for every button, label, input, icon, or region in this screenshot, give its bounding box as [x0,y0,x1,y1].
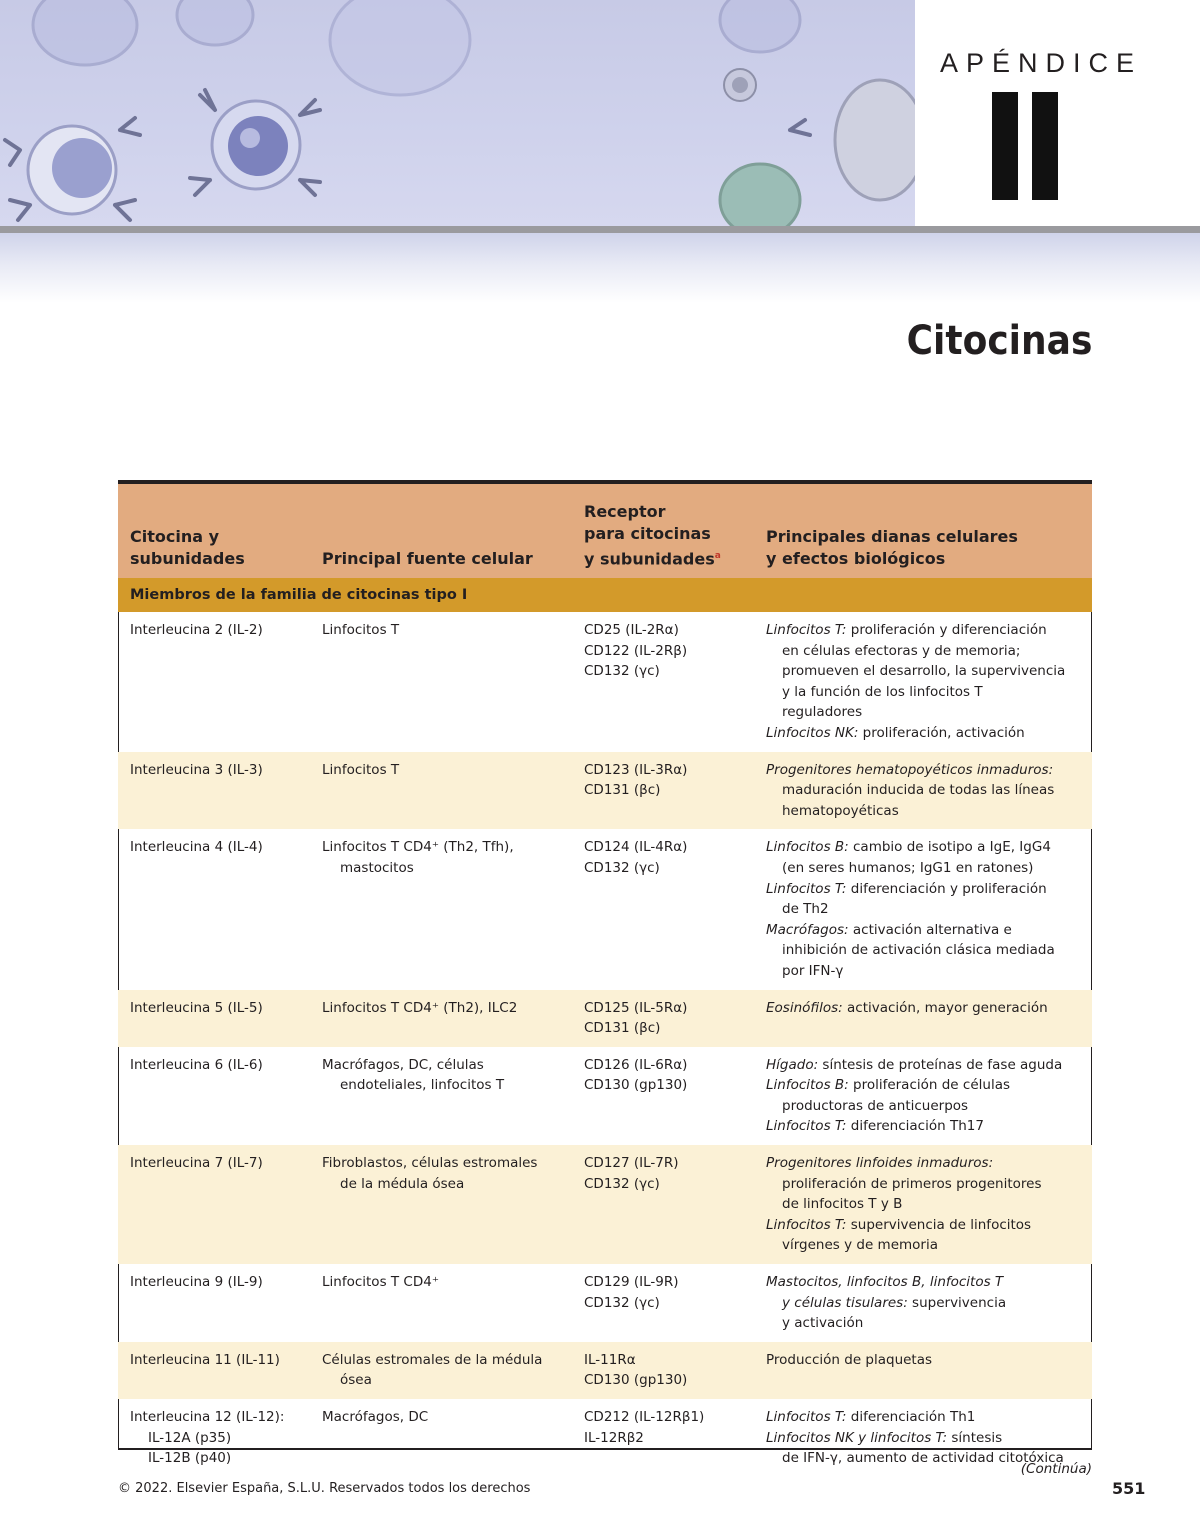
effect-continuation: hematopoyéticas [782,802,899,819]
cytokine-name: Interleucina 11 (IL-11) [130,1351,280,1368]
cell-receptor [574,1399,760,1477]
effect-target: Linfocitos NK: [766,724,859,741]
table-row [118,752,1092,830]
copyright: © 2022. Elsevier España, S.L.U. Reservados todos los derechos [118,1481,531,1496]
effect-target: Linfocitos T: [766,1216,847,1233]
cell-cytokine [118,612,310,752]
cell-cytokine [118,1399,310,1477]
cytokine-subunit: IL-12B (p40) [148,1450,232,1467]
effect-text: síntesis [947,1429,1003,1446]
receptor-line: CD123 (IL-3Rα) [584,761,688,778]
continues-note: (Continúa) [1020,1461,1092,1477]
cell-effects [760,1342,1092,1399]
cell-effects [760,752,1092,830]
effect-text: diferenciación Th1 [846,1409,976,1425]
cell-effects [760,990,1092,1047]
cell-source [310,829,574,989]
receptor-line: CD130 (gp130) [584,1372,688,1389]
effect-continuation: (en seres humanos; IgG1 en ratones) [782,859,1034,876]
effect-continuation: vírgenes y de memoria [782,1237,939,1254]
effect-text: activación alternativa e [848,921,1012,938]
source-line: Linfocitos T CD4⁺ (Th2, Tfh), [322,839,514,856]
effect-target: y células tisulares: [782,1294,908,1311]
effect-line [766,920,1088,941]
source-line: Células estromales de la médula [322,1351,543,1368]
receptor-line: CD131 (βc) [584,782,661,799]
table-row [118,1145,1092,1264]
effect-line [766,1272,1088,1293]
cytokine-name: Interleucina 5 (IL-5) [130,999,263,1016]
effect-line [766,879,1088,900]
footnote-marker: a [714,550,721,561]
appendix-label: APÉNDICE [940,48,1143,78]
source-line: Fibroblastos, células estromales [322,1155,538,1172]
section-row [118,578,1092,612]
source-line: de la médula ósea [340,1175,465,1192]
receptor-line: CD129 (IL-9R) [584,1274,679,1291]
effect-text: activación, mayor generación [842,999,1048,1016]
effect-continuation: productoras de anticuerpos [782,1097,969,1114]
cell-source [310,612,574,752]
table-row [118,612,1092,752]
roman-stroke [992,92,1018,200]
effect-target: Linfocitos T: [766,880,847,897]
effect-target: Eosinófilos: [766,999,843,1016]
effect-line [766,723,1088,744]
header-illustration [0,0,915,226]
effect-target: Linfocitos T: [766,1409,847,1425]
effect-line [766,837,1088,858]
cytokine-name: Interleucina 9 (IL-9) [130,1274,263,1291]
cell-source [310,990,574,1047]
source-line: Linfocitos T CD4⁺ [322,1274,439,1291]
effect-target: Mastocitos, linfocitos B, linfocitos T [766,1274,1004,1291]
section-label: Miembros de la familia de citocinas tipo I [118,578,1092,612]
effect-text: supervivencia [907,1294,1007,1311]
receptor-line: CD122 (IL-2Rβ) [584,642,688,659]
table-row [118,1047,1092,1145]
receptor-line: CD127 (IL-7R) [584,1155,679,1172]
effect-continuation: maduración inducida de todas las líneas [782,782,1055,799]
cell-source [310,752,574,830]
effect-continuation: proliferación de primeros progenitores [782,1175,1042,1192]
appendix-number [992,92,1062,202]
source-line: ósea [340,1372,372,1389]
effect-target: Macrófagos: [766,921,849,938]
cytokine-name: Interleucina 2 (IL-2) [130,622,263,638]
table-row [118,1399,1092,1477]
effect-continuation: inhibición de activación clásica mediada [782,942,1055,959]
cell-effects [760,1047,1092,1145]
effect-continuation: y la función de los linfocitos T [782,683,983,700]
effect-continuation [766,1293,1088,1314]
cell-cytokine [118,752,310,830]
receptor-line: CD132 (γc) [584,1294,660,1311]
table-bottom-rule [118,1448,1092,1450]
receptor-line: CD132 (γc) [584,1175,660,1192]
cell-receptor [574,990,760,1047]
effect-target: Linfocitos B: [766,839,849,856]
effect-text: cambio de isotipo a IgE, IgG4 [848,839,1051,856]
effect-continuation: de IFN-γ, aumento de actividad citotóxica [782,1450,1064,1467]
cell-source [310,1047,574,1145]
table-row [118,1264,1092,1342]
cell-receptor [574,1047,760,1145]
effect-target: Linfocitos NK y linfocitos T: [766,1429,948,1446]
effect-text: diferenciación y proliferación [846,880,1047,897]
page-number: 551 [1112,1479,1146,1498]
effect-line [766,1153,1088,1174]
effect-line [766,760,1088,781]
effect-line [766,998,1088,1019]
cell-source [310,1342,574,1399]
table-row [118,1342,1092,1399]
receptor-line: IL-12Rβ2 [584,1429,644,1446]
cell-cytokine [118,1047,310,1145]
cytokine-name: Interleucina 12 (IL-12): [130,1409,285,1425]
cell-cytokine [118,829,310,989]
effect-continuation: de Th2 [782,901,829,918]
receptor-line: CD212 (IL-12Rβ1) [584,1409,705,1425]
source-line: Macrófagos, DC, células [322,1056,484,1073]
receptor-line: CD124 (IL-4Rα) [584,839,688,856]
cell-receptor [574,829,760,989]
effect-continuation: promueven el desarrollo, la supervivencia [782,663,1066,680]
cell-receptor [574,1342,760,1399]
cell-effects [760,612,1092,752]
cytokine-name: Interleucina 6 (IL-6) [130,1056,263,1073]
effect-target: Progenitores hematopoyéticos inmaduros: [766,761,1054,778]
effect-line [766,1116,1088,1137]
table-row [118,990,1092,1047]
header-source: Principal fuente celular [310,482,574,578]
effect-text: síntesis de proteínas de fase aguda [818,1056,1063,1073]
effect-target: Linfocitos T: [766,622,847,638]
effect-continuation: en células efectoras y de memoria; [782,642,1021,659]
cell-source [310,1399,574,1477]
source-line: mastocitos [340,859,414,876]
source-line: Macrófagos, DC [322,1409,429,1425]
effect-line [766,620,1088,641]
source-line: Linfocitos T [322,761,400,778]
effect-target: Hígado: [766,1056,819,1073]
effect-line [766,1055,1088,1076]
cell-cytokine [118,1264,310,1342]
receptor-line: CD132 (γc) [584,859,660,876]
effect-line [766,1215,1088,1236]
cytokine-name: Interleucina 4 (IL-4) [130,839,263,856]
cell-receptor [574,612,760,752]
cell-source [310,1264,574,1342]
source-line: Linfocitos T CD4⁺ (Th2), ILC2 [322,999,518,1016]
receptor-line: CD25 (IL-2Rα) [584,622,679,638]
effect-text: proliferación, activación [858,724,1025,741]
receptor-line: CD125 (IL-5Rα) [584,999,688,1016]
effect-target: Linfocitos B: [766,1077,849,1094]
cell-cytokine [118,1342,310,1399]
cytokine-name: Interleucina 3 (IL-3) [130,761,263,778]
table-header-row [118,482,1092,578]
cell-source [310,1145,574,1264]
receptor-line: CD126 (IL-6Rα) [584,1056,688,1073]
receptor-line: CD131 (βc) [584,1020,661,1037]
header-cytokine: Citocina y subunidades [118,482,310,578]
receptor-line: CD130 (gp130) [584,1077,688,1094]
receptor-line: CD132 (γc) [584,663,660,680]
receptor-line: IL-11Rα [584,1351,636,1368]
page-title: Citocinas [906,318,1092,364]
effect-continuation: por IFN-γ [782,962,844,979]
cell-effects [760,1145,1092,1264]
source-line: endoteliales, linfocitos T [340,1077,505,1094]
effect-continuation: reguladores [782,704,863,721]
cell-receptor [574,752,760,830]
effect-line [766,1428,1088,1449]
cytokine-name: Interleucina 7 (IL-7) [130,1155,263,1172]
header-receptor: Receptor para citocinas y subunidades$^a$ [574,482,760,578]
cell-receptor [574,1264,760,1342]
cytokine-subunit: IL-12A (p35) [148,1429,232,1446]
effect-text: supervivencia de linfocitos [846,1216,1032,1233]
header-effects: Principales dianas celulares y efectos biológicos [760,482,1092,578]
cytokines-table [118,480,1092,1477]
roman-stroke [1032,92,1058,200]
cell-cytokine [118,1145,310,1264]
source-line: Linfocitos T [322,622,400,638]
effect-continuation: de linfocitos T y B [782,1196,903,1213]
effect-target: Linfocitos T: [766,1118,847,1135]
effect-text: proliferación y diferenciación [846,622,1047,638]
effect-text: diferenciación Th17 [846,1118,984,1135]
effect-line [766,1407,1088,1428]
header-rule [0,226,1200,233]
header-fade [0,233,1200,303]
cell-effects [760,829,1092,989]
effect-text: Producción de plaquetas [766,1351,933,1368]
table-row [118,829,1092,989]
cell-receptor [574,1145,760,1264]
effect-continuation: y activación [782,1315,864,1332]
effect-line [766,1350,1088,1371]
effect-text: proliferación de células [848,1077,1010,1094]
effect-line [766,1075,1088,1096]
effect-target: Progenitores linfoides inmaduros: [766,1155,994,1172]
cells-illustration [0,0,915,226]
cell-effects [760,1264,1092,1342]
cell-cytokine [118,990,310,1047]
